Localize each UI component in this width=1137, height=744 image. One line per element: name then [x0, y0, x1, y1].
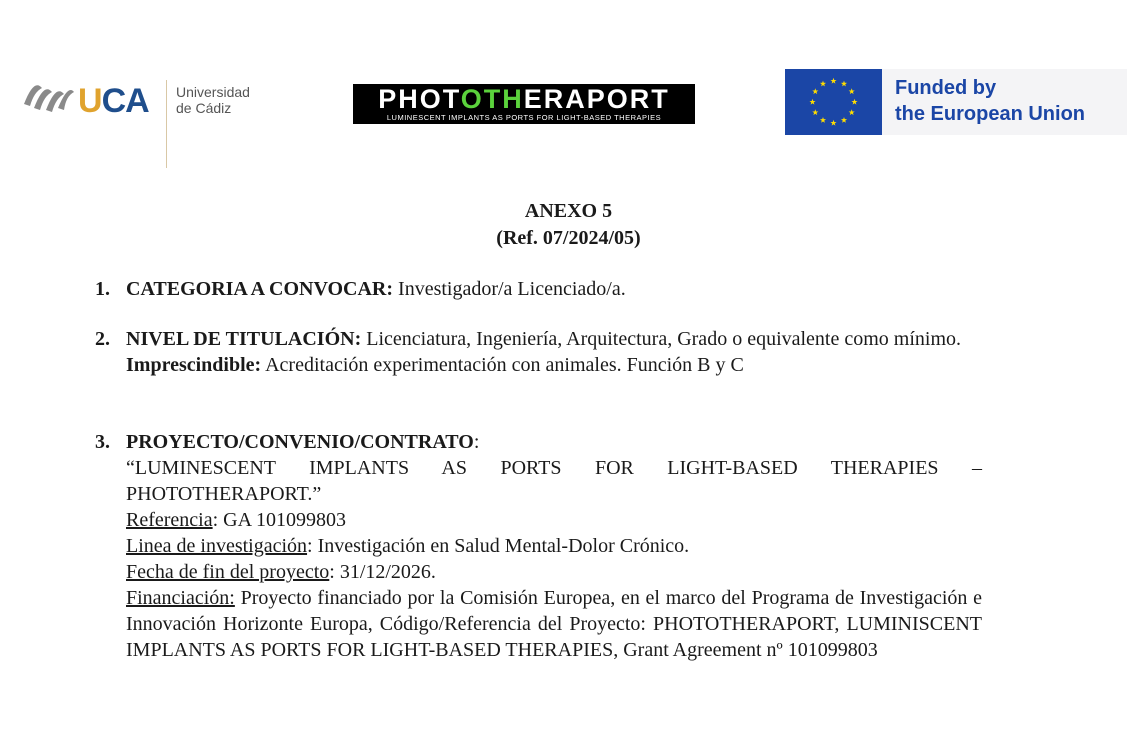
section-2-req-label: Imprescindible: — [126, 354, 262, 376]
eu-star-icon — [849, 109, 855, 115]
section-1 — [95, 276, 982, 302]
section-3-date-label: Fecha de fin del proyecto — [126, 561, 330, 583]
section-3-number: 3. — [95, 431, 110, 453]
section-2-requirement — [126, 352, 982, 378]
eu-star-icon — [841, 117, 847, 123]
section-3-research-line — [126, 533, 982, 559]
eu-funding-text — [895, 75, 1085, 127]
annex-reference: (Ref. 07/2024/05) — [496, 227, 641, 249]
phototheraport-title: PHOTOTHERAPORT — [378, 84, 670, 114]
section-3 — [95, 429, 982, 663]
eu-star-icon — [830, 120, 836, 126]
eu-line1: Funded by — [895, 77, 997, 99]
section-3-fund-value: Proyecto financiado por la Comisión Europea, en el marco del Programa de Investigación e Innovación Horizonte Europa, Código/Referencia del Proyecto: PHOTOTHERAPORT, LUMINISCENT IMPLANTS AS PORTS FOR LIGHT-BASED THERAPIES, Grant Agreement nº 101099803 — [126, 587, 982, 661]
uca-divider — [166, 80, 167, 168]
section-2-body — [126, 326, 982, 352]
eu-star-icon — [851, 99, 857, 105]
section-3-heading — [126, 429, 982, 455]
section-2-text: Licenciatura, Ingeniería, Arquitectura, Grado o equivalente como mínimo. — [361, 328, 962, 350]
eu-funding-logo — [785, 69, 1127, 135]
section-3-line-value: : Investigación en Salud Mental-Dolor Crónico. — [307, 535, 690, 557]
section-3-colon: : — [473, 431, 480, 453]
section-3-line-label: Linea de investigación — [126, 535, 308, 557]
eu-star-icon — [812, 88, 818, 94]
section-2-number: 2. — [95, 328, 110, 350]
eu-flag-icon — [785, 69, 882, 135]
section-2 — [95, 326, 982, 378]
eu-star-icon — [830, 78, 836, 84]
phototheraport-logo — [353, 84, 695, 124]
section-1-label: CATEGORIA A CONVOCAR: — [126, 278, 394, 300]
eu-star-icon — [809, 99, 815, 105]
logo-header — [0, 0, 1137, 180]
section-1-text: Investigador/a Licenciado/a. — [393, 278, 626, 300]
section-3-title: “LUMINESCENT IMPLANTS AS PORTS FOR LIGHT-BASED THERAPIES – PHOTOTHERAPORT.” — [126, 457, 982, 505]
annex-title: ANEXO 5 — [524, 200, 613, 222]
uca-name-line1: Universidad — [176, 84, 250, 100]
section-3-reference — [126, 507, 982, 533]
section-3-label: PROYECTO/CONVENIO/CONTRATO — [126, 431, 474, 453]
uca-emblem-icon — [20, 74, 74, 118]
eu-line2: the European Union — [895, 103, 1085, 125]
eu-star-icon — [841, 81, 847, 87]
section-2-req-text: Acreditación experimentación con animales. Función B y C — [261, 354, 744, 376]
section-2-label: NIVEL DE TITULACIÓN: — [126, 328, 362, 350]
uca-name-line2: de Cádiz — [176, 100, 232, 116]
section-3-funding — [126, 585, 982, 663]
section-1-number: 1. — [95, 278, 110, 300]
uca-logo — [20, 72, 280, 168]
annex-heading — [0, 198, 1137, 252]
section-3-fund-label: Financiación: — [126, 587, 235, 609]
section-3-ref-label: Referencia — [126, 509, 213, 531]
section-3-end-date — [126, 559, 982, 585]
section-3-ref-value: : GA 101099803 — [212, 509, 346, 531]
eu-star-icon — [812, 109, 818, 115]
phototheraport-subtitle: LUMINESCENT IMPLANTS AS PORTS FOR LIGHT-BASED THERAPIES — [386, 113, 662, 122]
eu-star-icon — [820, 117, 826, 123]
eu-star-icon — [820, 81, 826, 87]
eu-star-icon — [849, 88, 855, 94]
uca-wordmark: UCA — [78, 82, 149, 120]
uca-university-name — [176, 84, 250, 116]
section-3-date-value: : 31/12/2026. — [329, 561, 436, 583]
